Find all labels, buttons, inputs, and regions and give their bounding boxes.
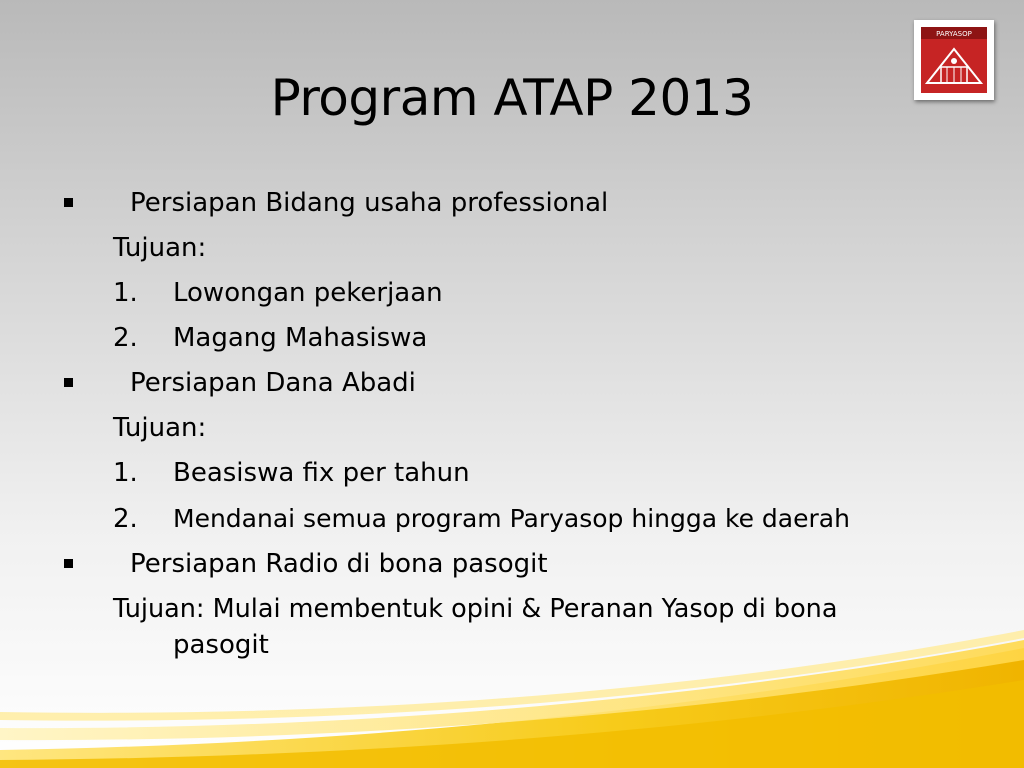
section-heading: Persiapan Dana Abadi (130, 368, 416, 398)
goal-label: Tujuan: (113, 413, 207, 443)
section-heading: Persiapan Bidang usaha professional (130, 188, 609, 218)
goal-text-continuation: pasogit (173, 630, 269, 660)
logo (914, 20, 994, 100)
paryasop-logo-icon (921, 27, 987, 93)
bullet-square-icon (64, 559, 73, 568)
list-item: Lowongan pekerjaan (173, 278, 443, 308)
bullet-square-icon (64, 198, 73, 207)
list-number: 1. (113, 278, 138, 308)
list-number: 2. (113, 504, 138, 534)
list-number: 2. (113, 323, 138, 353)
list-item: Magang Mahasiswa (173, 323, 428, 353)
slide-title: Program ATAP 2013 (270, 69, 754, 127)
goal-label: Tujuan: (113, 233, 207, 263)
bullet-square-icon (64, 378, 73, 387)
list-item: Beasiswa fix per tahun (173, 458, 470, 488)
logo-text: PARYASOP (936, 30, 972, 38)
list-item: Mendanai semua program Paryasop hingga ke daerah (173, 504, 850, 533)
section-heading: Persiapan Radio di bona pasogit (130, 549, 548, 579)
goal-text: Tujuan: Mulai membentuk opini & Peranan Yasop di bona (113, 594, 838, 624)
list-number: 1. (113, 458, 138, 488)
